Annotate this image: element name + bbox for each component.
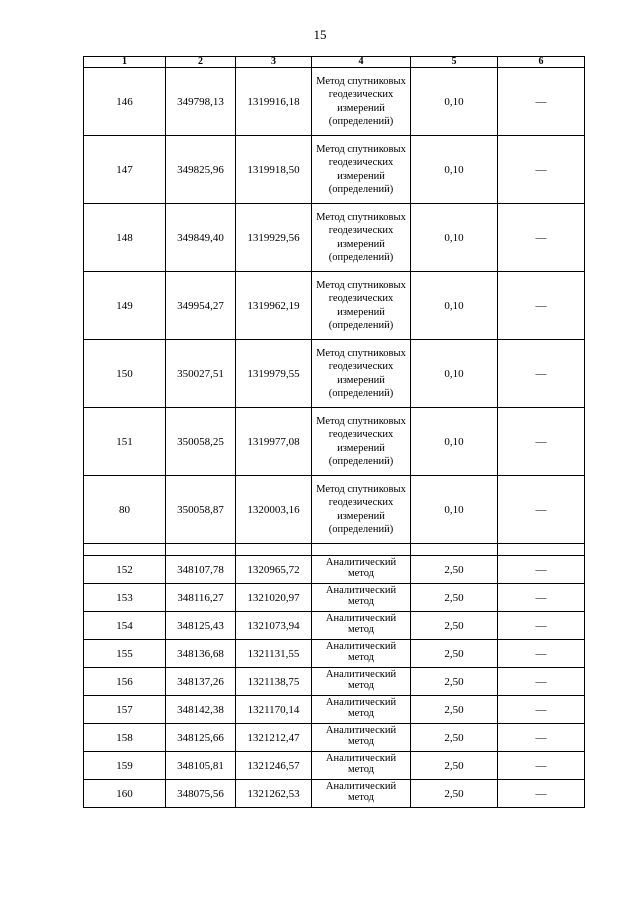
description-cell: [498, 752, 585, 780]
dash-text: —: [535, 503, 547, 516]
x-coordinate-cell: 349849,40: [166, 204, 236, 272]
point-number-cell: 152: [84, 556, 166, 584]
x-coordinate-cell: 349825,96: [166, 136, 236, 204]
point-number-cell: 147: [84, 136, 166, 204]
description-cell: [498, 668, 585, 696]
accuracy-cell: 2,50: [411, 696, 498, 724]
dash-text: —: [535, 787, 547, 800]
empty-cell: [312, 544, 411, 556]
dash-text: —: [535, 619, 547, 632]
y-coordinate-cell: 1321170,14: [236, 696, 312, 724]
dash-text: —: [535, 563, 547, 576]
y-coordinate-cell: 1319979,55: [236, 340, 312, 408]
header-cell: 5: [411, 57, 498, 68]
y-coordinate-cell: 1319916,18: [236, 68, 312, 136]
x-coordinate-cell: 350058,87: [166, 476, 236, 544]
x-coordinate-cell: 348075,56: [166, 780, 236, 808]
point-number-cell: 158: [84, 724, 166, 752]
dash-text: —: [535, 299, 547, 312]
table-row: [84, 640, 585, 668]
dash-text: —: [535, 759, 547, 772]
table-row: [84, 612, 585, 640]
method-cell: Аналитический метод: [312, 584, 411, 612]
method-cell: Аналитический метод: [312, 640, 411, 668]
point-number-cell: 156: [84, 668, 166, 696]
dash-text: —: [535, 163, 547, 176]
accuracy-cell: 2,50: [411, 556, 498, 584]
accuracy-cell: 2,50: [411, 612, 498, 640]
table-row: [84, 68, 585, 136]
x-coordinate-cell: 348125,66: [166, 724, 236, 752]
accuracy-cell: 2,50: [411, 724, 498, 752]
dash-text: —: [535, 703, 547, 716]
point-number-cell: 149: [84, 272, 166, 340]
point-number-cell: 146: [84, 68, 166, 136]
description-cell: [498, 272, 585, 340]
table-row: [84, 556, 585, 584]
method-cell: Аналитический метод: [312, 696, 411, 724]
x-coordinate-cell: 350027,51: [166, 340, 236, 408]
method-cell: Аналитический метод: [312, 668, 411, 696]
dash-text: —: [535, 435, 547, 448]
dash-text: —: [535, 647, 547, 660]
method-cell: Аналитический метод: [312, 556, 411, 584]
table-row: [84, 724, 585, 752]
y-coordinate-cell: 1321262,53: [236, 780, 312, 808]
x-coordinate-cell: 349798,13: [166, 68, 236, 136]
point-number-cell: 151: [84, 408, 166, 476]
point-number-cell: 160: [84, 780, 166, 808]
accuracy-cell: 2,50: [411, 640, 498, 668]
description-cell: [498, 612, 585, 640]
y-coordinate-cell: 1320965,72: [236, 556, 312, 584]
dash-text: —: [535, 675, 547, 688]
table-row: [84, 668, 585, 696]
page-number: 15: [313, 27, 327, 42]
description-cell: [498, 476, 585, 544]
y-coordinate-cell: 1321073,94: [236, 612, 312, 640]
table-row: [84, 696, 585, 724]
coordinates-table: [83, 56, 585, 808]
y-coordinate-cell: 1319918,50: [236, 136, 312, 204]
accuracy-cell: 0,10: [411, 68, 498, 136]
description-cell: [498, 136, 585, 204]
y-coordinate-cell: 1321131,55: [236, 640, 312, 668]
x-coordinate-cell: 348116,27: [166, 584, 236, 612]
y-coordinate-cell: 1321212,47: [236, 724, 312, 752]
description-cell: [498, 408, 585, 476]
y-coordinate-cell: 1319929,56: [236, 204, 312, 272]
point-number-cell: 159: [84, 752, 166, 780]
header-cell: 2: [166, 57, 236, 68]
table-row: [84, 780, 585, 808]
x-coordinate-cell: 348107,78: [166, 556, 236, 584]
accuracy-cell: 2,50: [411, 584, 498, 612]
y-coordinate-cell: 1319962,19: [236, 272, 312, 340]
description-cell: [498, 640, 585, 668]
y-coordinate-cell: 1321246,57: [236, 752, 312, 780]
table-row: [84, 476, 585, 544]
table-row: [84, 408, 585, 476]
accuracy-cell: 2,50: [411, 780, 498, 808]
accuracy-cell: 0,10: [411, 272, 498, 340]
empty-cell: [236, 544, 312, 556]
point-number-cell: 148: [84, 204, 166, 272]
accuracy-cell: 0,10: [411, 204, 498, 272]
description-cell: [498, 584, 585, 612]
dash-text: —: [535, 591, 547, 604]
empty-cell: [411, 544, 498, 556]
x-coordinate-cell: 348137,26: [166, 668, 236, 696]
x-coordinate-cell: 348125,43: [166, 612, 236, 640]
method-cell: Метод спутниковых геодезических измерений (определений): [312, 476, 411, 544]
y-coordinate-cell: 1321020,97: [236, 584, 312, 612]
method-cell: Аналитический метод: [312, 612, 411, 640]
method-cell: Метод спутниковых геодезических измерений (определений): [312, 204, 411, 272]
table-row: [84, 584, 585, 612]
x-coordinate-cell: 350058,25: [166, 408, 236, 476]
header-cell: 6: [498, 57, 585, 68]
table-row: [84, 340, 585, 408]
description-cell: [498, 68, 585, 136]
description-cell: [498, 780, 585, 808]
accuracy-cell: 0,10: [411, 476, 498, 544]
accuracy-cell: 0,10: [411, 340, 498, 408]
accuracy-cell: 0,10: [411, 408, 498, 476]
dash-text: —: [535, 367, 547, 380]
table-row: [84, 204, 585, 272]
table-row: [84, 272, 585, 340]
point-number-cell: 157: [84, 696, 166, 724]
accuracy-cell: 2,50: [411, 668, 498, 696]
x-coordinate-cell: 348136,68: [166, 640, 236, 668]
header-cell: 1: [84, 57, 166, 68]
method-cell: Метод спутниковых геодезических измерений (определений): [312, 68, 411, 136]
description-cell: [498, 340, 585, 408]
point-number-cell: 155: [84, 640, 166, 668]
description-cell: [498, 204, 585, 272]
description-cell: [498, 696, 585, 724]
table-row: [84, 752, 585, 780]
header-cell: 4: [312, 57, 411, 68]
dash-text: —: [535, 731, 547, 744]
description-cell: [498, 724, 585, 752]
method-cell: Метод спутниковых геодезических измерений (определений): [312, 136, 411, 204]
description-cell: [498, 556, 585, 584]
x-coordinate-cell: 348105,81: [166, 752, 236, 780]
empty-cell: [166, 544, 236, 556]
x-coordinate-cell: 349954,27: [166, 272, 236, 340]
empty-row: [84, 544, 585, 556]
accuracy-cell: 2,50: [411, 752, 498, 780]
method-cell: Аналитический метод: [312, 724, 411, 752]
table-row: [84, 136, 585, 204]
x-coordinate-cell: 348142,38: [166, 696, 236, 724]
method-cell: Метод спутниковых геодезических измерений (определений): [312, 408, 411, 476]
accuracy-cell: 0,10: [411, 136, 498, 204]
y-coordinate-cell: 1321138,75: [236, 668, 312, 696]
point-number-cell: 80: [84, 476, 166, 544]
method-cell: Метод спутниковых геодезических измерений (определений): [312, 272, 411, 340]
empty-cell: [498, 544, 585, 556]
point-number-cell: 153: [84, 584, 166, 612]
method-cell: Метод спутниковых геодезических измерений (определений): [312, 340, 411, 408]
header-row: [84, 57, 585, 68]
point-number-cell: 150: [84, 340, 166, 408]
y-coordinate-cell: 1320003,16: [236, 476, 312, 544]
dash-text: —: [535, 95, 547, 108]
y-coordinate-cell: 1319977,08: [236, 408, 312, 476]
dash-text: —: [535, 231, 547, 244]
point-number-cell: 154: [84, 612, 166, 640]
method-cell: Аналитический метод: [312, 752, 411, 780]
method-cell: Аналитический метод: [312, 780, 411, 808]
header-cell: 3: [236, 57, 312, 68]
empty-cell: [84, 544, 166, 556]
